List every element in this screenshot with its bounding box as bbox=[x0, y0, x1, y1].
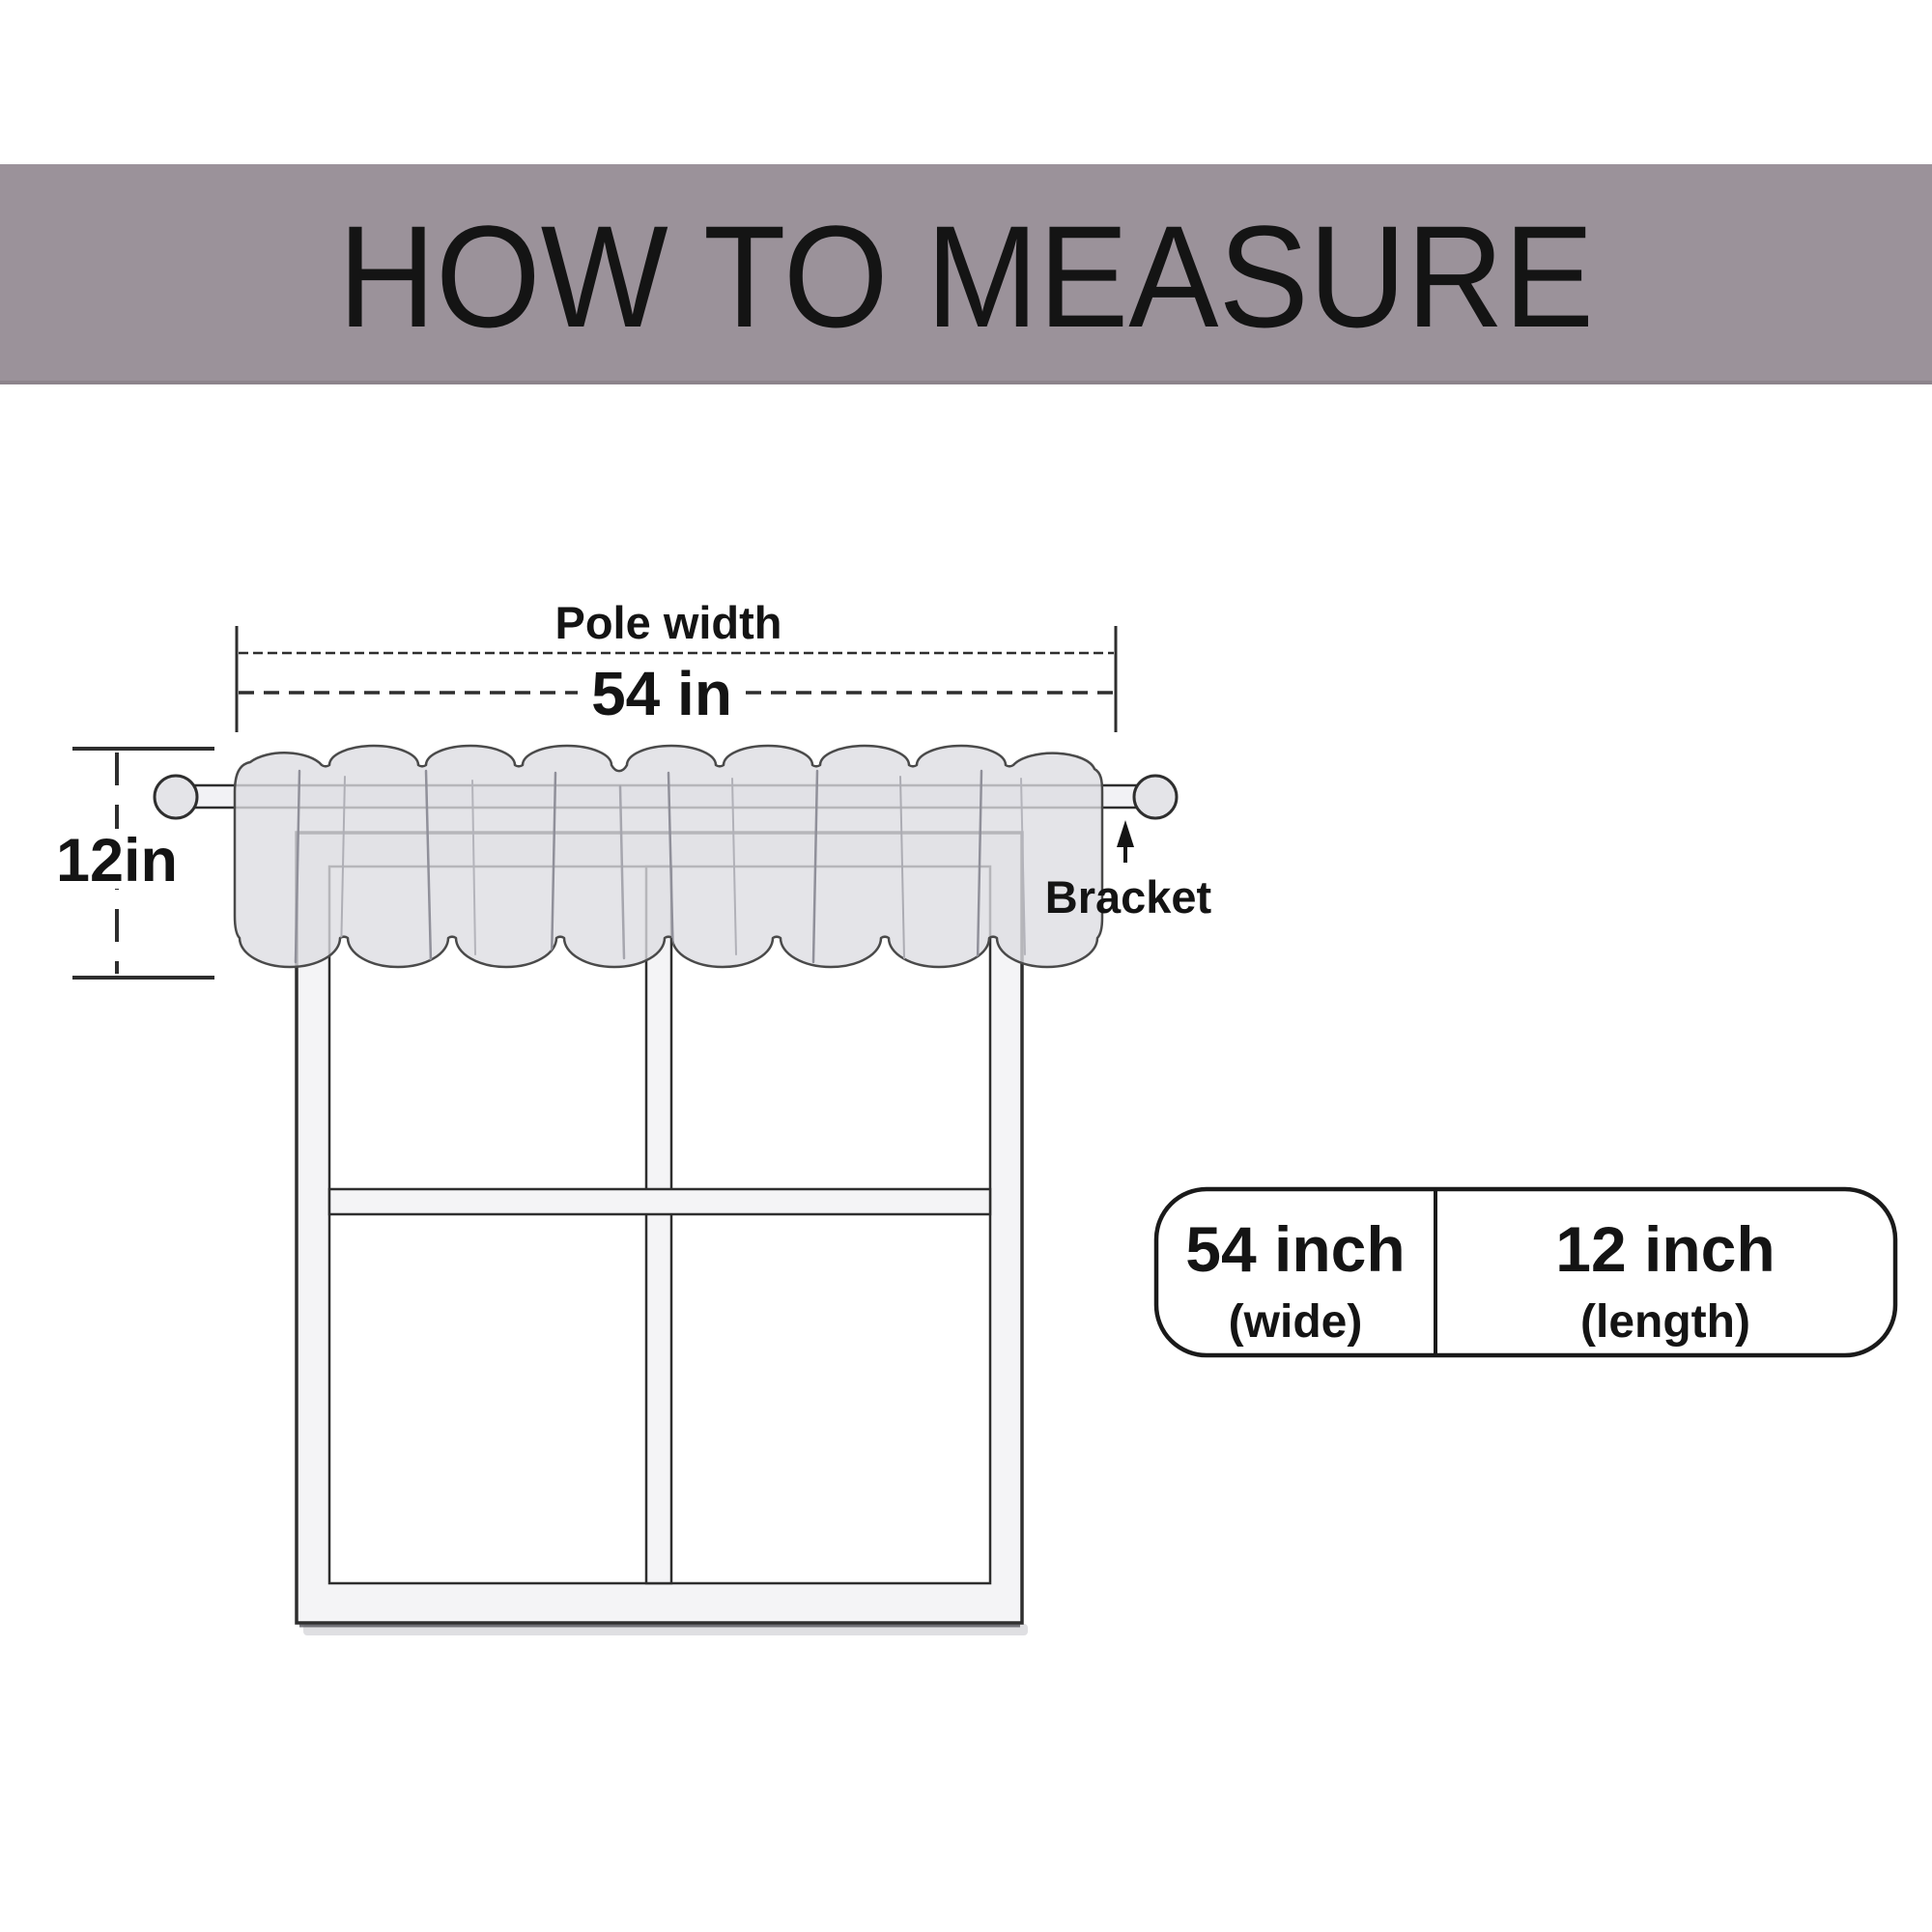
size-width-value: 54 inch bbox=[1185, 1213, 1406, 1285]
rod-finial-right bbox=[1134, 776, 1177, 818]
size-length-unit: (length) bbox=[1580, 1296, 1750, 1348]
size-length-value: 12 inch bbox=[1555, 1213, 1776, 1285]
size-chart bbox=[1156, 1189, 1895, 1355]
bracket-arrow-head bbox=[1117, 820, 1134, 847]
size-width-unit: (wide) bbox=[1228, 1296, 1363, 1348]
pole-width-value: 54 in bbox=[591, 659, 732, 728]
valance bbox=[235, 746, 1102, 967]
banner-bottom-edge bbox=[0, 381, 1932, 384]
window-mullion-horizontal bbox=[329, 1189, 990, 1214]
window-mullion-vertical bbox=[646, 867, 671, 1583]
valance-length-value: 12in bbox=[55, 827, 179, 895]
pole-width-measurement bbox=[237, 597, 1116, 732]
page-title: HOW TO MEASURE bbox=[338, 195, 1594, 357]
pole-width-label: Pole width bbox=[554, 597, 782, 648]
bracket-label: Bracket bbox=[1044, 871, 1212, 923]
header-banner bbox=[0, 164, 1932, 384]
rod-finial-left bbox=[155, 776, 197, 818]
